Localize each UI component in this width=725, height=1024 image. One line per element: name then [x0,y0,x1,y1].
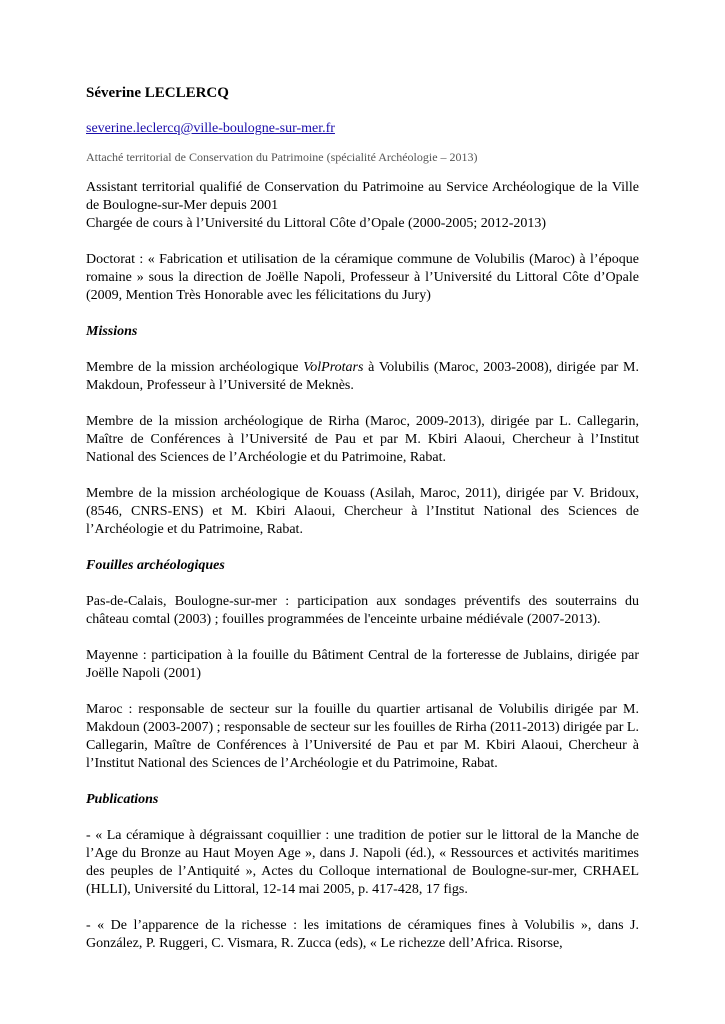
status-line: Attaché territorial de Conservation du Patrimoine (spécialité Archéologie – 2013) [86,150,478,164]
cv-page [86,84,639,953]
mission-text: Membre de la mission archéologique [86,360,304,375]
publications-heading: Publications [86,792,159,807]
missions-heading: Missions [86,324,138,339]
fouille-item: Pas-de-Calais, Boulogne-sur-mer : participation aux sondages préventifs des souterrains du château comtal (2003) ; fouilles programmées de l'enceinte urbaine médiévale (2007-2013). [86,594,639,627]
mission-item [86,359,639,395]
doctorate-paragraph: Doctorat : « Fabrication et utilisation de la céramique commune de Volubilis (Maroc) à l’époque romaine » sous la direction de Joëlle Napoli, Professeur à l’Université du Littoral Côte d’Opale (2009, Mention Très Honorable avec les félicitations du Jury) [86,252,639,303]
fouille-item: Maroc : responsable de secteur sur la fouille du quartier artisanal de Volubilis dirigée par M. Makdoun (2003-2007) ; responsable de secteur sur les fouilles de Rirha (2011-2013) dirigée par L. Callegarin, Maître de Conférences à l’Université de Pau et par M. Kbiri Alaoui, Chercheur à l’Institut National des Sciences de l’Archéologie et du Patrimoine, Rabat. [86,702,639,771]
email-link[interactable]: severine.leclercq@ville-boulogne-sur-mer.fr [86,121,335,136]
publication-item: - « La céramique à dégraissant coquillier : une tradition de potier sur le littoral de la Manche de l’Age du Bronze au Haut Moyen Age », dans J. Napoli (éd.), « Ressources et activités maritimes des peuples de l’Antiquité », Actes du Colloque international de Boulogne-sur-mer, CRHAEL (HLLI), Université du Littoral, 12-14 mai 2005, p. 417-428, 17 figs. [86,828,639,897]
fouille-item: Mayenne : participation à la fouille du Bâtiment Central de la forteresse de Jublains, dirigée par Joëlle Napoli (2001) [86,648,639,681]
publication-item: - « De l’apparence de la richesse : les imitations de céramiques fines à Volubilis », dans J. González, P. Ruggeri, C. Vismara, R. Zucca (eds), « Le richezze dell’Africa. Risorse, [86,918,639,951]
teaching-paragraph: Chargée de cours à l’Université du Littoral Côte d’Opale (2000-2005; 2012-2013) [86,216,547,231]
mission-text: à Volubilis (Maroc, 2003-2008), dirigée par M. Makdoun, Professeur à l’Université de Meknès. [86,360,639,393]
position-paragraph: Assistant territorial qualifié de Conservation du Patrimoine au Service Archéologique de la Ville de Boulogne-sur-Mer depuis 2001 [86,180,639,213]
intro-block [86,179,639,233]
mission-item: Membre de la mission archéologique de Rirha (Maroc, 2009-2013), dirigée par L. Callegarin, Maître de Conférences à l’Université de Pau et par M. Kbiri Alaoui, Chercheur à l’Institut National des Sciences de l’Archéologie et du Patrimoine, Rabat. [86,414,639,465]
person-name: Séverine LECLERCQ [86,85,229,101]
mission-item: Membre de la mission archéologique de Kouass (Asilah, Maroc, 2011), dirigée par V. Bridoux, (8546, CNRS-ENS) et M. Kbiri Alaoui, Chercheur à l’Institut National des Sciences de l’Archéologie et du Patrimoine, Rabat. [86,486,639,537]
mission-project-name: VolProtars [303,360,364,375]
fouilles-heading: Fouilles archéologiques [86,558,225,573]
